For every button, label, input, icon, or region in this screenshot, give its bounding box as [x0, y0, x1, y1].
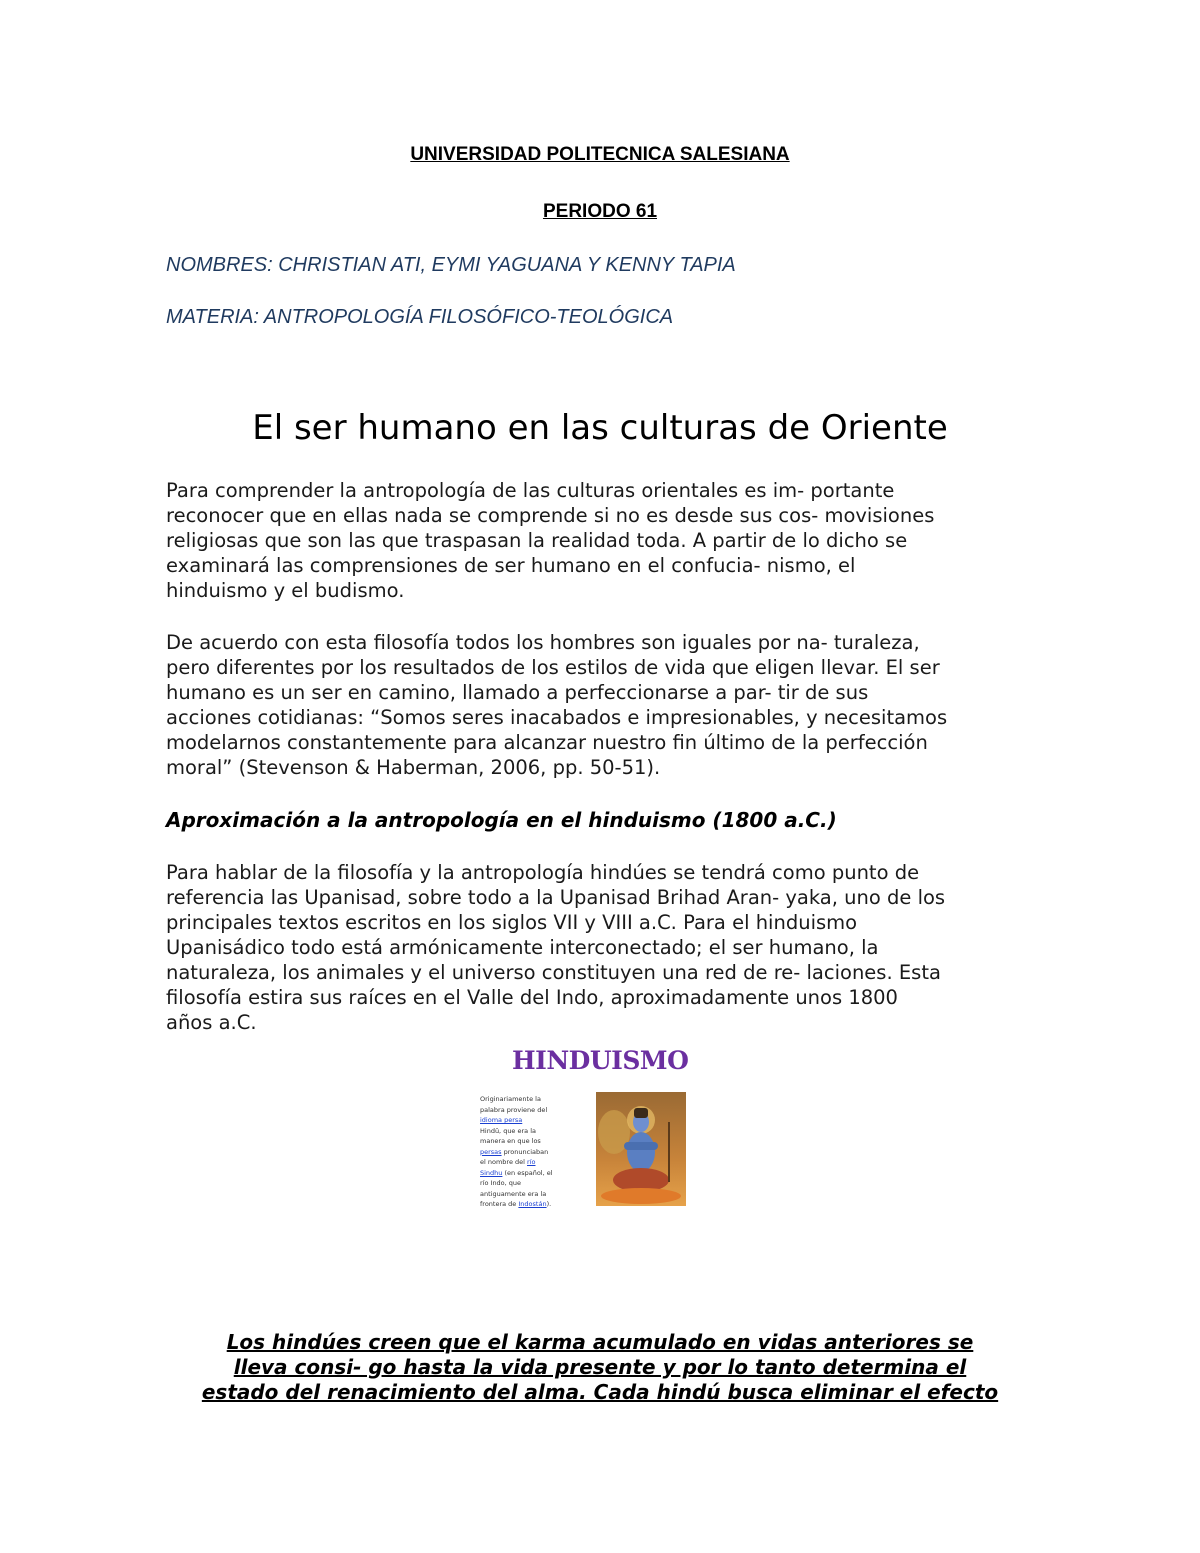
paragraph-line: Para hablar de la filosofía y la antropología hindúes se tendrá como punto de — [166, 861, 920, 884]
paragraph-intro — [166, 478, 1046, 603]
paragraph-confucianism — [166, 630, 1046, 780]
paragraph-line: modelarnos constantemente para alcanzar nuestro fin último de la perfección — [166, 731, 928, 754]
closing-paragraph — [160, 1330, 1040, 1405]
paragraph-line: principales textos escritos en los siglos VII y VIII a.C. Para el hinduismo — [166, 911, 858, 934]
caption-line — [480, 1094, 568, 1105]
caption-line — [480, 1105, 568, 1116]
caption-line — [480, 1126, 568, 1137]
period-heading: PERIODO 61 — [542, 201, 658, 222]
paragraph-line: naturaleza, los animales y el universo constituyen una red de re- laciones. Esta — [166, 961, 941, 984]
names-line: NOMBRES: CHRISTIAN ATI, EYMI YAGUANA Y KENNY TAPIA — [166, 254, 736, 276]
paragraph-line: referencia las Upanisad, sobre todo a la Upanisad Brihad Aran- yaka, uno de los — [166, 886, 946, 909]
deity-image — [596, 1092, 686, 1206]
paragraph-line: años a.C. — [166, 1011, 257, 1034]
paragraph-line: filosofía estira sus raíces en el Valle del Indo, aproximadamente unos 1800 — [166, 986, 898, 1009]
caption-line — [480, 1189, 568, 1200]
page-title: El ser humano en las culturas de Oriente — [252, 408, 948, 448]
paragraph-hinduism — [166, 860, 1046, 1035]
paragraph-line: hinduismo y el budismo. — [166, 579, 405, 602]
paragraph-line: pero diferentes por los resultados de los estilos de vida que eligen llevar. El ser — [166, 656, 940, 679]
caption-text: antiguamente era la — [480, 1189, 547, 1198]
caption-line — [480, 1178, 568, 1189]
caption-link[interactable]: persas — [480, 1147, 502, 1156]
caption-text: pronunciaban — [501, 1147, 549, 1156]
paragraph-line: examinará las comprensiones de ser humano en el confucia- nismo, el — [166, 554, 856, 577]
university-heading: UNIVERSIDAD POLITECNICA SALESIANA — [410, 144, 790, 165]
caption-text: Hindū, que era la — [480, 1126, 537, 1135]
paragraph-line: Upanisádico todo está armónicamente interconectado; el ser humano, la — [166, 936, 879, 959]
caption-text: manera en que los — [480, 1137, 541, 1145]
caption-text: (en español, el — [502, 1168, 553, 1177]
caption-link[interactable]: idioma persa — [480, 1116, 523, 1124]
paragraph-line: reconocer que en ellas nada se comprende si no es desde sus cos- movisiones — [166, 504, 935, 527]
caption-text: Originariamente la — [480, 1095, 541, 1103]
caption-link[interactable]: Sindhu — [480, 1168, 503, 1177]
caption-line — [480, 1168, 568, 1179]
closing-line: Los hindúes creen que el karma acumulado en vidas anteriores se — [226, 1330, 974, 1354]
paragraph-line: acciones cotidianas: “Somos seres inacabados e impresionables, y necesitamos — [166, 706, 948, 729]
caption-line — [480, 1115, 568, 1126]
closing-line: estado del renacimiento del alma. Cada hindú busca eliminar el efecto — [201, 1380, 999, 1404]
caption-text: frontera de — [480, 1200, 517, 1208]
caption-line — [480, 1136, 568, 1147]
caption-text: palabra proviene del — [480, 1105, 548, 1114]
caption-line — [480, 1157, 568, 1168]
paragraph-line: humano es un ser en camino, llamado a perfeccionarse a par- tir de sus — [166, 681, 869, 704]
caption-link[interactable]: Indostán — [518, 1200, 547, 1208]
caption-line — [480, 1199, 568, 1210]
paragraph-line: Para comprender la antropología de las culturas orientales es im- portante — [166, 479, 895, 502]
caption-text: el nombre del — [480, 1158, 525, 1166]
figure-caption — [480, 1094, 568, 1210]
caption-text: río Indo, que — [480, 1179, 522, 1187]
paragraph-line: De acuerdo con esta filosofía todos los hombres son iguales por na- turaleza, — [166, 631, 920, 654]
paragraph-line: religiosas que son las que traspasan la realidad toda. A partir de lo dicho se — [166, 529, 908, 552]
closing-line: lleva consi- go hasta la vida presente y por lo tanto determina el — [233, 1355, 967, 1379]
section-subheading: Aproximación a la antropología en el hinduismo (1800 a.C.) — [166, 808, 837, 832]
caption-line — [480, 1147, 568, 1158]
subject-line: MATERIA: ANTROPOLOGÍA FILOSÓFICO-TEOLÓGICA — [166, 306, 674, 328]
caption-text: ). — [546, 1200, 552, 1208]
paragraph-line: moral” (Stevenson & Haberman, 2006, pp. 50-51). — [166, 756, 661, 779]
figure-title: HINDUISMO — [512, 1046, 689, 1075]
caption-link[interactable]: río — [527, 1158, 536, 1166]
hinduism-figure — [478, 1044, 718, 1224]
